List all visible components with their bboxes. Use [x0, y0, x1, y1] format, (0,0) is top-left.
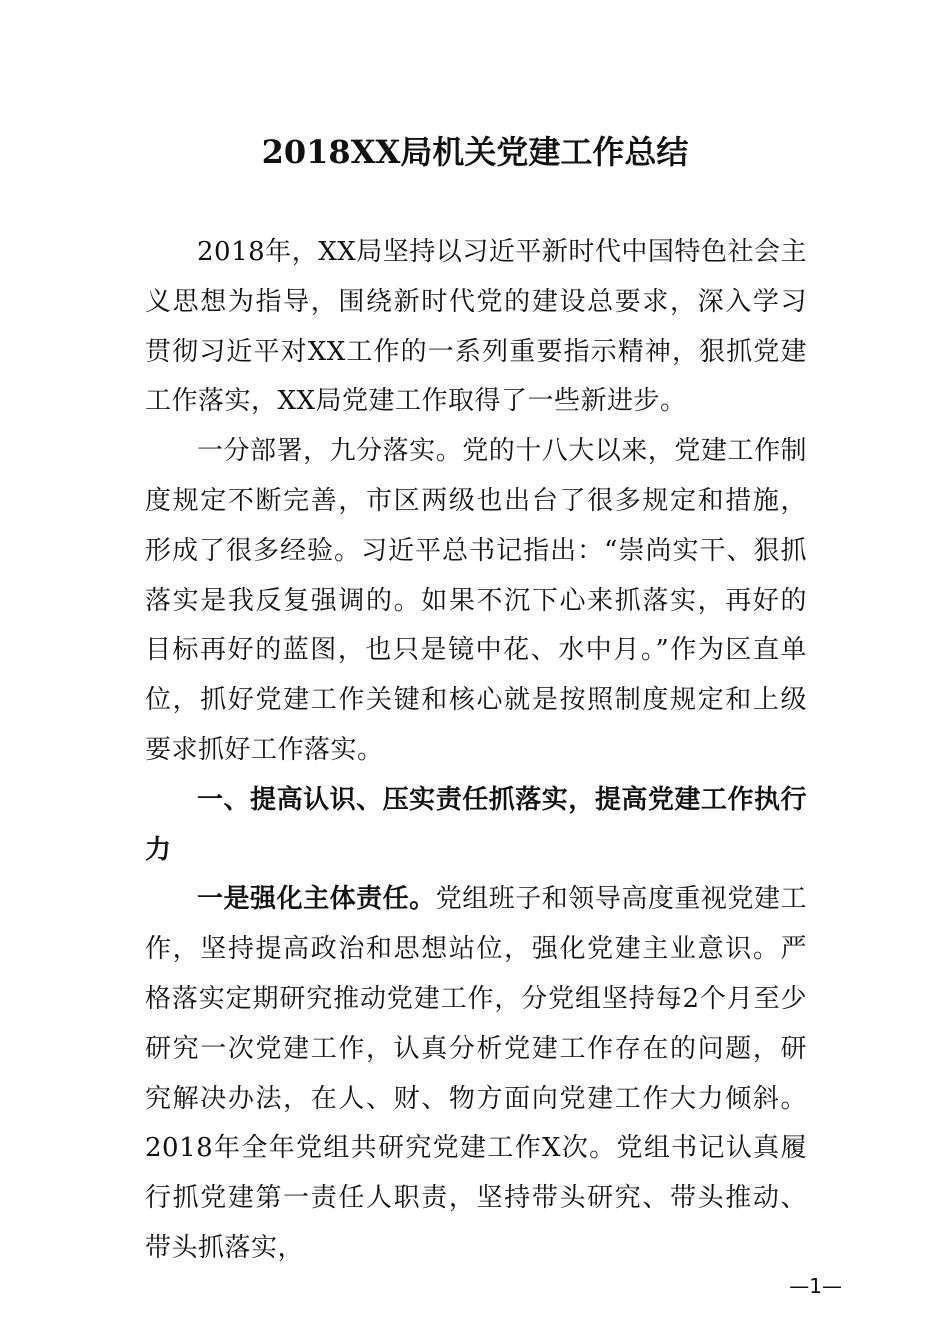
page-number: —1—	[789, 1274, 842, 1298]
paragraph-responsibility	[145, 875, 807, 1273]
paragraph-intro: 2018年，XX局坚持以习近平新时代中国特色社会主义思想为指导，围绕新时代党的建设总要求，深入学习贯彻习近平对XX工作的一系列重要指示精神，狠抓党建工作落实，XX局党建工作取得了一些新进步。	[145, 237, 807, 417]
section-heading-1: 一、提高认识、压实责任抓落实，提高党建工作执行力	[145, 784, 807, 865]
paragraph-lead: 一是强化主体责任。	[197, 884, 436, 915]
paragraph-body: 党组班子和领导高度重视党建工作，坚持提高政治和思想站位，强化党建主业意识。严格落实定期研究推动党建工作，分党组坚持每2个月至少研究一次党建工作，认真分析党建工作存在的问题，研究解决办法，在人、财、物方面向党建工作大力倾斜。2018年全年党组共研究党建工作X次。党组书记认真履行抓党建第一责任人职责，坚持带头研究、带头推动、带头抓落实，	[145, 884, 807, 1263]
paragraph-implementation: 一分部署，九分落实。党的十八大以来，党建工作制度规定不断完善，市区两级也出台了很多规定和措施，形成了很多经验。习近平总书记指出：“崇尚实干、狠抓落实是我反复强调的。如果不沉下心来抓落实，再好的目标再好的蓝图，也只是镜中花、水中月。”作为区直单位，抓好党建工作关键和核心就是按照制度规定和上级要求抓好工作落实。	[145, 436, 807, 765]
document-title: 2018XX局机关党建工作总结	[261, 133, 689, 171]
document-body	[145, 228, 807, 1274]
